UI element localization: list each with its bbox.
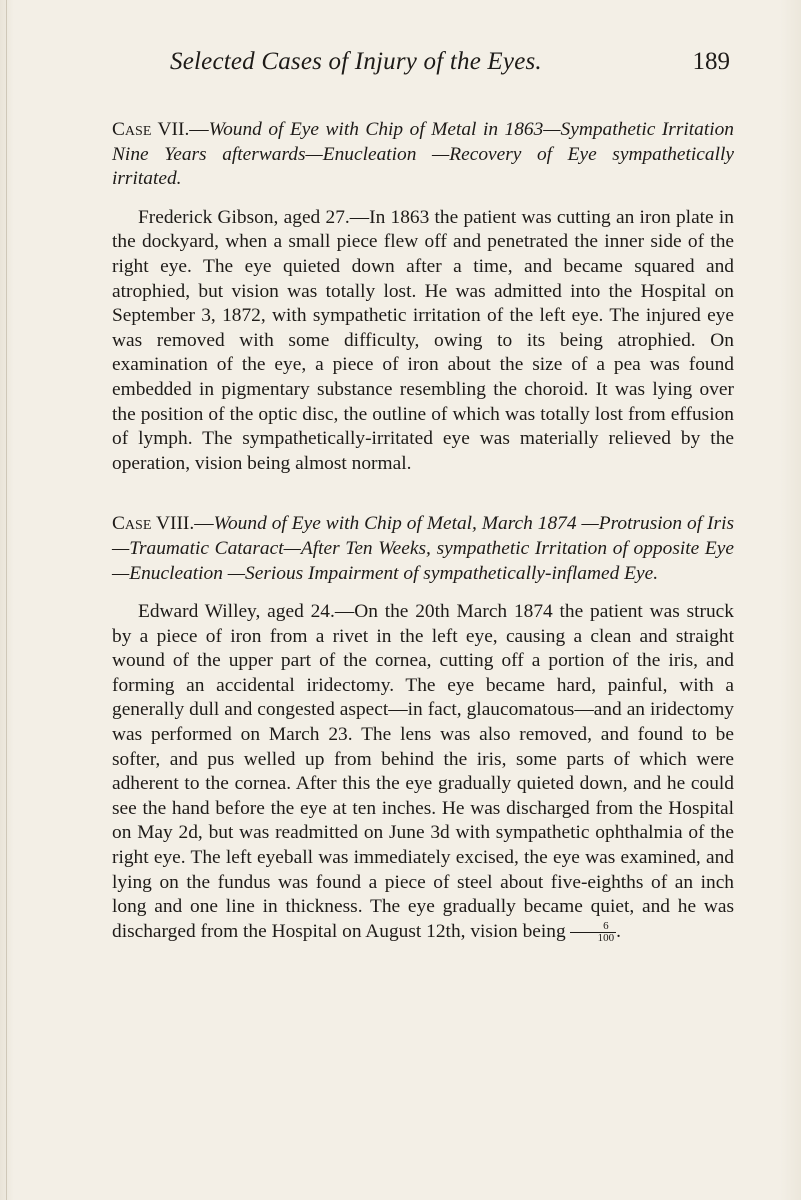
case-title: Wound of Eye with Chip of Metal, March 1874 —Protrusion of Iris—Traumatic Cataract—After Ten Weeks, sympathetic Irritation of opposite Eye—Enucleation —Serious Impairment of sympathetically-inflamed Eye. bbox=[112, 513, 734, 584]
page-edge bbox=[6, 0, 7, 1200]
page-body bbox=[112, 118, 734, 980]
running-title: Selected Cases of Injury of the Eyes. bbox=[170, 48, 542, 75]
fraction-numerator: 6 bbox=[570, 921, 617, 933]
case-heading bbox=[112, 118, 734, 192]
case-number: Case VIII.— bbox=[112, 513, 214, 535]
running-head bbox=[170, 48, 730, 84]
vision-fraction bbox=[570, 921, 617, 944]
case-paragraph: Frederick Gibson, aged 27.—In 1863 the patient was cutting an iron plate in the dockyard, when a small piece flew off and penetrated the inner side of the right eye. The eye quieted down after a time, and became squared and atrophied, but vision was totally lost. He was admitted into the Hospital on September 3, 1872, with sympathetic irritation of the left eye. The injured eye was removed with some difficulty, owing to its being atrophied. On examination of the eye, a piece of iron about the size of a pea was found embedded in pigmentary substance resembling the choroid. It was lying over the position of the optic disc, the outline of which was totally lost from effusion of lymph. The sympathetically-irritated eye was materially relieved by the operation, vision being almost normal. bbox=[112, 206, 734, 474]
case-title: Wound of Eye with Chip of Metal in 1863—Sympathetic Irritation Nine Years afterwards—Enucleation —Recovery of Eye sympathetically irritated. bbox=[112, 119, 734, 190]
case-paragraph: Edward Willey, aged 24.—On the 20th March 1874 the patient was struck by a piece of iron from a rivet in the left eye, causing a clean and straight wound of the upper part of the cornea, cutting off a portion of the iris, and forming an accidental iridectomy. The eye became hard, painful, with a generally dull and congested aspect—in fact, glaucomatous—and an iridectomy was performed on March 23. The lens was also removed, and found to be softer, and pus welled up from behind the iris, some parts of which were adherent to the cornea. After this the eye gradually quieted down, and he could see the hand before the eye at ten inches. He was discharged from the Hospital on May 2d, but was readmitted on June 3d with sympathetic ophthalmia of the right eye. The left eyeball was immediately excised, the eye was examined, and lying on the fundus was found a piece of steel about five-eighths of an inch long and one line in thickness. The eye gradually became quiet, and he was discharged from the Hospital on August 12th, vision being $\frac{6}{100}$ . bbox=[112, 601, 734, 944]
case-number: Case VII.— bbox=[112, 119, 209, 140]
fraction-denominator: 100 bbox=[597, 931, 615, 944]
case-heading bbox=[112, 512, 734, 586]
page-number: 189 bbox=[692, 48, 730, 75]
case-paragraph-text: Edward Willey, aged 24.—On the 20th March 1874 the patient was struck by a piece of iron from a rivet in the left eye, causing a clean and straight wound of the upper part of the cornea, cutting off a portion of the iris, and forming an accidental iridectomy. The eye became hard, painful, with a generally dull and congested aspect—in fact, glaucomatous—and an iridectomy was performed on March 23. The lens was also removed, and found to be softer, and pus welled up from behind the iris, some parts of which were adherent to the cornea. After this the eye gradually quieted down, and he could see the hand before the eye at ten inches. He was discharged from the Hospital on May 2d, but was readmitted on June 3d with sympathetic ophthalmia of the right eye. The left eyeball was immediately excised, the eye was examined, and lying on the fundus was found a piece of steel about five-eighths of an inch long and one line in thickness. The eye gradually became quiet, and he was discharged from the Hospital on August 12th, vision being bbox=[112, 601, 734, 942]
